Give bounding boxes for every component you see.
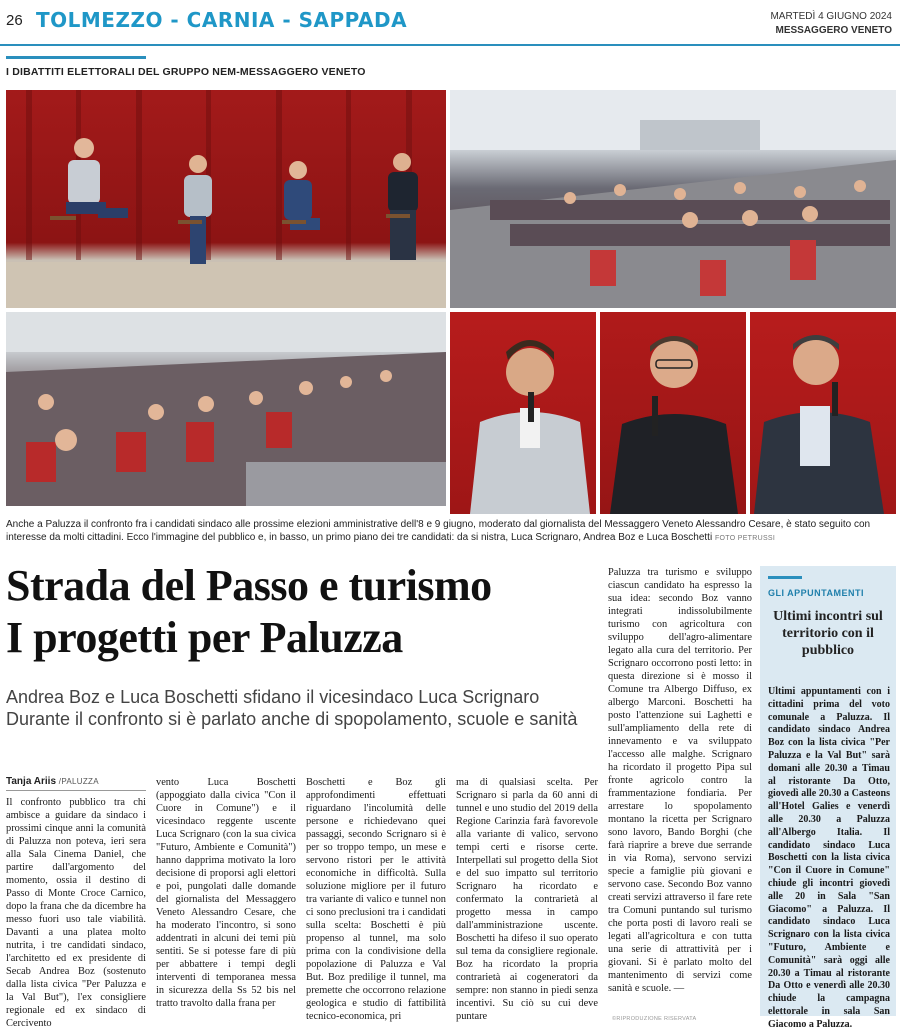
kicker-rule: [6, 56, 146, 59]
byline: [6, 776, 99, 787]
photo-stage-candidates: [6, 90, 446, 308]
sidebar-kicker: GLI APPUNTAMENTI: [768, 588, 864, 598]
headline-line-2: I progetti per Paluzza: [6, 613, 403, 662]
sidebar-title: Ultimi incontri sul territorio con il pubblico: [773, 609, 883, 658]
article-column-5: Paluzza tra turismo e sviluppo ciascun candidato ha espresso la sua idea: secondo Boz vanno integrati indissolubilmente turismo con agricoltura con sviluppo dell'agro-alimentare legato alla cura del territorio. Per Scrignaro occorrono posti letto: in questa direzione si è mosso il Comune tra Albergo Diffuso, ex albergo Marconi. Boschetti ha posto l'attenzione sui Laghetti e sull'ampliamento della rete di innevamento e va sviluppato l'accesso alle malghe. Scrignaro ha ricordato il progetto Pipa sul fronte agricolo contro la frammentazione fondiaria. Per arrestare lo spopolamento montano la ricetta per Scrignaro sono lavoro, Bando Borghi (che farà riaprire a breve due serrande in via Roma), servono servizi specie a famiglie più giovani e servono case. Secondo Boz vanno creati servizi attraverso il fare rete tra Comuni puntando sul turismo che porta posti di lavoro reali se legati all'agricoltura e con tutta una serie di attrattività per i giovani. Si è parlato molto del mantenimento di servizi come sanità e scuole. —: [608, 567, 752, 994]
caption-text: Anche a Paluzza il confronto fra i candidati sindaco alle prossime elezioni amministrative dell'8 e 9 giugno, moderato dal giornalista del Messaggero Veneto Alessandro Cesare, è stato seguito con interesse da molti cittadini. Ecco l'immagine del pubblico e, in basso, un primo piano dei tre candidati: da si nistra, Luca Scrignaro, Andrea Boz e Luca Boschetti: [6, 519, 871, 543]
subhead-line-1: Andrea Boz e Luca Boschetti sfidano il vicesindaco Luca Scrignaro: [6, 687, 540, 707]
page-number: 26: [6, 12, 23, 29]
issue-date: MARTEDÌ 4 GIUGNO 2024: [770, 11, 892, 22]
article-column-2: vento Luca Boschetti (appoggiato dalla civica "Con il Cuore in Comune") e il vicesindaco reggente uscente Luca Scrignaro (con la sua civica "Futuro, Ambiente e Comunità") hanno dapprima motivato la loro decisione di proporsi agli elettori e poi, pungolati dalle domande del giornalista del Messaggero Veneto Alessandro Cesare, che ha moderato l'incontro, si sono addentrati in alcuni dei temi più sentiti. Se si potesse fare di più per abbattere i tempi degli interventi di temporanea messa in sicurezza della Ss 52 bis nel tratto travolto dalla frana per: [156, 777, 296, 1009]
page-header: [0, 0, 900, 46]
copyright-notice: ©RIPRODUZIONE RISERVATA: [612, 1016, 697, 1022]
series-kicker: I DIBATTITI ELETTORALI DEL GRUPPO NEM-MESSAGGERO VENETO: [6, 66, 366, 78]
article-column-4: ma di qualsiasi scelta. Per Scrignaro si parla da 60 anni di tunnel e uno studio del 2019 della Regione Carinzia farà favorevole alla variante di valico, servono tempi certi e risorse certe. Interpellati sul progetto della Siot e del suo impatto sul territorio Scrignaro ha ricordato e confermato la contrarietà al progetto messa in campo dall'amministrazione uscente. Boschetti ha difeso il suo operato sul tema da consigliere regionale. Boz ha ricordato la propria contrarietà ai cogeneratori da sempre: non stanno in piedi senza incentivi. Su ciò su cui deve puntare: [456, 777, 598, 1022]
section-title: TOLMEZZO - CARNIA - SAPPADA: [36, 8, 408, 32]
byline-rule: [6, 790, 146, 791]
photo-audience-wide: [450, 90, 896, 308]
dateline: /PALUZZA: [58, 777, 99, 786]
subheadline: [6, 686, 606, 730]
article-column-3: Boschetti e Boz gli approfondimenti effettuati riguardano l'incolumità delle persone e richiedevano quei passaggi, secondo Scrignaro si è per so troppo tempo, un mese e servono ristori per le attività economiche in difficoltà. Sulla soluzione migliore per il futuro tra variante di valico e tunnel non ci sono preclusioni tra i candidati sulla scelta: Boschetti è più propenso al tunnel, ma solo prima con la condivisione della popolazione di Paluzza e Val But. Boz predilige il tunnel, ma premette che occorrono relazione geologica e studio di fattibilità tecnico-economica, pri: [306, 777, 446, 1022]
subhead-line-2: Durante il confronto si è parlato anche di spopolamento, scuole e sanità: [6, 709, 578, 729]
newspaper-name: MESSAGGERO VENETO: [775, 25, 892, 36]
sidebar-rule: [768, 576, 802, 579]
author-name: Tanja Ariis: [6, 776, 57, 787]
photo-caption: [6, 518, 894, 545]
appointments-sidebar: [760, 566, 896, 1028]
photo-closeup-boschetti: [750, 312, 896, 514]
photo-closeup-scrignaro: [450, 312, 596, 514]
photo-closeup-boz: [600, 312, 746, 514]
headline: [6, 560, 606, 664]
sidebar-text: Ultimi appuntamenti con i cittadini prima del voto comunale a Paluzza. Il candidato sindaco Andrea Boz con la lista civica "Per Paluzza e la Val But" sarà domani alle 20.30 a Timau al ristorante Da Otto, giovedì alle 20.30 a Casteons all'Hotel Galies e venerdì alle 20.30 a Paluzza all'Albergo Italia. Il candidato sindaco Luca Boschetti con la lista civica "Con il Cuore in Comune" chiude gli incontri giovedì alle 20 in Sala "San Giacomo" a Paluzza. Il candidato sindaco Luca Scrignaro con la lista civica "Futuro, Ambiente e Comunità" sarà oggi alle 20.30 a Timau al ristorante Da Otto e venerdì alle 20.30 chiude la campagna elettorale in sala San Giacomo a Paluzza.: [768, 686, 890, 1028]
photo-credit: FOTO PETRUSSI: [714, 535, 776, 542]
article-column-1: Il confronto pubblico tra chi ambisce a guidare da sindaco i prossimi cinque anni la comunità di Paluzza non poteva, ieri sera alla Sala Cinema Daniel, che partire dall'argomento del momento, ossia il destino di Passo di Monte Croce Carnico, dopo la frana che da dicembre ha messo fuori uso tale viabilità. Davanti a una platea molto nutrita, i tre candidati sindaco, l'architetto ed ex presidente di Secab Andrea Boz (sostenuto dalla lista civica "Per Paluzza e la Val But"), l'ex consigliere regionale ed ex sindaco di Cercivento: [6, 797, 146, 1028]
photo-audience-side: [6, 312, 446, 506]
header-meta: [770, 10, 892, 38]
headline-line-1: Strada del Passo e turismo: [6, 561, 492, 610]
